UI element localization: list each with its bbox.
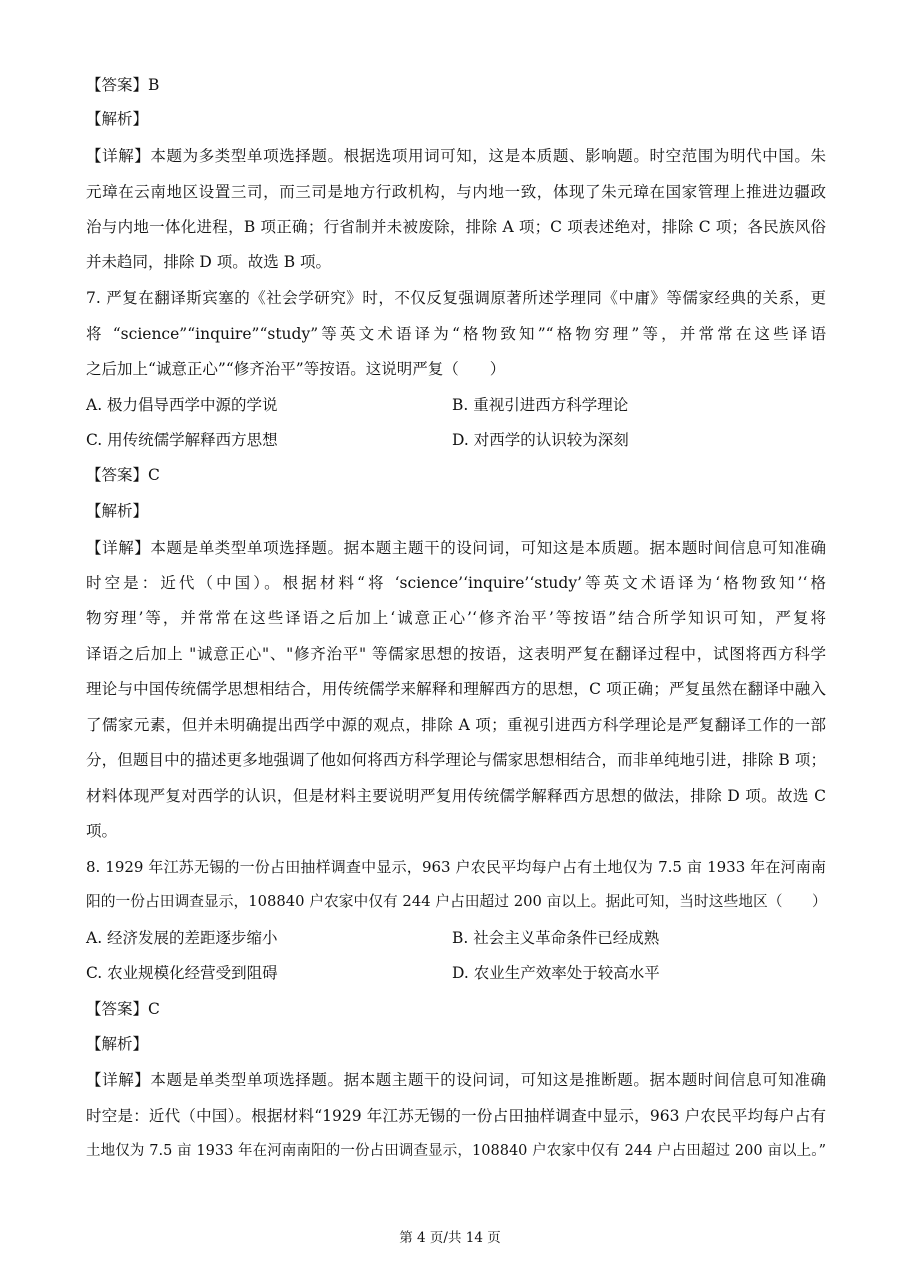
q7-stem-line: 将 “science”“inquire”“study”等英文术语译为“格物致知”“格物穷理”等，并常常在这些译语 bbox=[86, 325, 826, 343]
q7-options-row bbox=[86, 388, 826, 422]
q8-option-d: D. 农业生产效率处于较高水平 bbox=[452, 964, 660, 982]
q7-detail-line: 时空是：近代（中国）。根据材料“将 ‘science’‘inquire’‘study’等英文术语译为‘格物致知’‘格 bbox=[86, 574, 826, 592]
q7-option-d: D. 对西学的认识较为深刻 bbox=[452, 431, 629, 449]
q7-detail-line: 分，但题目中的描述更多地强调了他如何将西方科学理论与儒家思想相结合，而非单纯地引进，排除 B 项； bbox=[86, 751, 826, 769]
q7-detail-line: 了儒家元素，但并未明确提出西学中源的观点，排除 A 项；重视引进西方科学理论是严复翻译工作的一部 bbox=[86, 716, 826, 734]
q6-answer: 【答案】B bbox=[86, 76, 160, 94]
q7-stem-line: 之后加上“诚意正心”“修齐治平”等按语。这说明严复（ ） bbox=[86, 360, 506, 378]
q6-analysis-label: 【解析】 bbox=[86, 110, 149, 128]
q8-detail-line: 土地仅为 7.5 亩 1933 年在河南南阳的一份占田调查显示，108840 户农家中仅有 244 户占田超过 200 亩以上。” bbox=[86, 1143, 826, 1159]
q6-detail-line: 【详解】本题为多类型单项选择题。根据选项用词可知，这是本质题、影响题。时空范围为明代中国。朱 bbox=[86, 147, 826, 165]
q8-option-c: C. 农业规模化经营受到阻碍 bbox=[86, 964, 278, 982]
q8-options-row bbox=[86, 921, 826, 955]
q7-detail-line: 译语之后加上 "诚意正心"、"修齐治平" 等儒家思想的按语，这表明严复在翻译过程中，试图将西方科学 bbox=[86, 645, 826, 663]
q8-stem-line: 8. 1929 年江苏无锡的一份占田抽样调查中显示，963 户农民平均每户占有土地仅为 7.5 亩 1933 年在河南南 bbox=[86, 858, 826, 876]
q8-detail-line: 时空是：近代（中国）。根据材料“1929 年江苏无锡的一份占田抽样调查中显示，963 户农民平均每户占有 bbox=[86, 1107, 826, 1125]
q7-option-c: C. 用传统儒学解释西方思想 bbox=[86, 431, 278, 449]
q6-detail-line: 并未趋同，排除 D 项。故选 B 项。 bbox=[86, 253, 332, 271]
q7-detail-line: 【详解】本题是单类型单项选择题。据本题主题干的设问词，可知这是本质题。据本题时间信息可知准确 bbox=[86, 539, 826, 557]
q8-answer: 【答案】C bbox=[86, 1000, 160, 1018]
q8-option-b: B. 社会主义革命条件已经成熟 bbox=[452, 929, 660, 947]
q7-detail-line: 理论与中国传统儒学思想相结合，用传统儒学来解释和理解西方的思想，C 项正确；严复虽然在翻译中融入 bbox=[86, 680, 826, 698]
q8-options-row bbox=[86, 956, 826, 990]
q7-answer: 【答案】C bbox=[86, 466, 160, 484]
q6-detail-line: 治与内地一体化进程，B 项正确；行省制并未被废除，排除 A 项；C 项表述绝对，排除 C 项；各民族风俗 bbox=[86, 218, 826, 236]
q7-analysis-label: 【解析】 bbox=[86, 502, 149, 520]
q8-detail-line: 【详解】本题是单类型单项选择题。据本题主题干的设问词，可知这是推断题。据本题时间信息可知准确 bbox=[86, 1071, 826, 1089]
q8-option-a: A. 经济发展的差距逐步缩小 bbox=[86, 929, 278, 947]
q7-stem-line: 7. 严复在翻译斯宾塞的《社会学研究》时，不仅反复强调原著所述学理同《中庸》等儒家经典的关系，更 bbox=[86, 289, 826, 307]
q8-stem-line: 阳的一份占田调查显示，108840 户农家中仅有 244 户占田超过 200 亩以上。据此可知，当时这些地区（ ） bbox=[86, 893, 827, 910]
q7-option-b: B. 重视引进西方科学理论 bbox=[452, 396, 629, 414]
q7-detail-line: 材料体现严复对西学的认识，但是材料主要说明严复用传统儒学解释西方思想的做法，排除 D 项。故选 C bbox=[86, 787, 826, 805]
q6-detail-line: 元璋在云南地区设置三司，而三司是地方行政机构，与内地一致，体现了朱元璋在国家管理上推进边疆政 bbox=[86, 183, 826, 201]
q7-options-row bbox=[86, 423, 826, 457]
q7-detail-line: 项。 bbox=[86, 822, 118, 840]
page-number-footer: 第 4 页/共 14 页 bbox=[399, 1230, 501, 1246]
q7-option-a: A. 极力倡导西学中源的学说 bbox=[86, 396, 278, 414]
q8-analysis-label: 【解析】 bbox=[86, 1035, 149, 1053]
q7-detail-line: 物穷理’等，并常常在这些译语之后加上‘诚意正心’‘修齐治平’等按语”结合所学知识可知，严复将 bbox=[86, 609, 826, 627]
